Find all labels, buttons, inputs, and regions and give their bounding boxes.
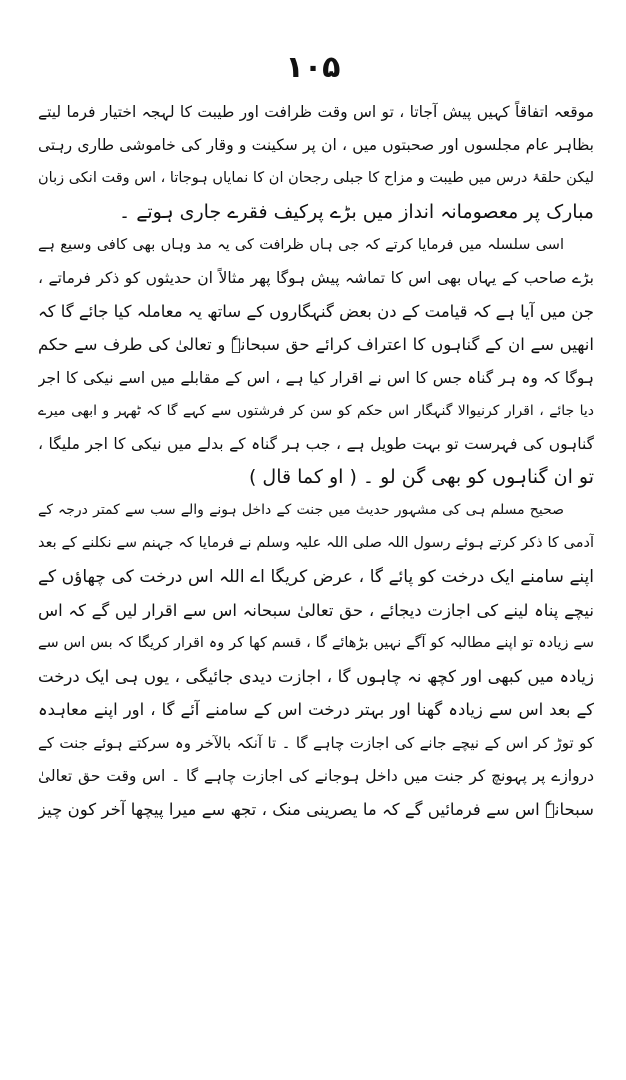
text-line: آدمی کا ذکر کرتے ہوئے رسول اللہ صلی اللہ علیہ وسلم نے فرمایا کہ جہنم سے نکلنے کے بعد [38,535,594,552]
text-line: نیچے پناہ لینے کی اجازت دیجائے ، حق تعالیٰ سبحانہ اس سے اقرار لیں گے کہ اس [38,600,594,620]
text-line: کے بعد اس سے زیادہ گھنا اور بہتر درخت اس کے سامنے آئے گا ، اور اپنے معاہدہ [38,700,594,720]
text-line: بڑے صاحب کے یہاں بھی اس کا تماشہ پیش ہوگا پھر مثالاً ان حدیثوں کو ذکر فرماتے ، [38,268,594,287]
text-line: زیادہ میں کبھی اور کچھ نہ چاہوں گا ، اجازت دیدی جائیگی ، یوں ہی ایک درخت [38,667,594,687]
text-line: ہوگا کہ وہ ہر گناہ جس کا اس نے اقرار کیا ہے ، اس کے مقابلے میں اسے نیکی کا اجر [38,368,594,387]
text-line: اپنے سامنے ایک درخت کو پائے گا ، عرض کریگا اے اللہ اس درخت کی چھاؤں کے [38,566,594,587]
text-line: موقعہ اتفاقاً کہیں پیش آجاتا ، تو اس وقت ظرافت اور طیبت کا لہجہ اختیار فرما لیتے [38,103,594,121]
text-line: لیکن حلقۂ درس میں طیبت و مزاح کا جبلی رجحان ان کا نمایاں ہوجاتا ، اس وقت انکی زبان [38,170,594,187]
text-line: کو توڑ کر اس کے نیچے جانے کی اجازت چاہے گا ۔ تا آنکہ بالآخر وہ سرکتے ہوئے جنت کے [38,733,594,752]
text-line: جن میں آیا ہے کہ قیامت کے دن بعض گنہگاروں کے ساتھ یہ معاملہ کیا جائے گا کہ [38,302,594,322]
text-line: دیا جائے ، اقرار کرنیوالا گنہگار اس حکم کو سن کر فرشتوں سے کہے گا کہ ٹھہر و ابھی میرے [38,402,594,419]
text-line: سے زیادہ تو اپنے مطالبہ کو آگے نہیں بڑھائے گا ، قسم کھا کر وہ اقرار کریگا کہ بس اس سے [38,635,594,651]
text-line: دروازے پر پہونچ کر جنت میں داخل ہوجانے کی اجازت چاہے گا ۔ اس وقت حق تعالیٰ [38,766,594,785]
page-number: ۱۰۵ [285,50,341,85]
text-line: سبحانہٗ اس سے فرمائیں گے کہ ما یصرینی منک ، تجھ سے میرا پیچھا آخر کون چیز [38,799,594,819]
body-text [38,96,594,826]
text-line: انھیں سے ان کے گناہوں کا اعتراف کرائے حق سبحانہٗ و تعالیٰ کی طرف سے حکم [38,335,594,355]
text-line: تو ان گناہوں کو بھی گن لو ۔ ( او کما قال ) [248,466,594,489]
text-line: بظاہر عام مجلسوں اور صحبتوں میں ، ان پر سکینت و وقار کی خاموشی طاری رہتی [38,136,594,155]
text-line: صحیح مسلم ہی کی مشہور حدیث میں جنت کے داخل ہونے والے سب سے کمتر درجہ کے [38,502,564,519]
text-line: مبارک پر معصومانہ انداز میں بڑے پرکیف فقرے جاری ہوتے ۔ [119,200,594,223]
text-line: گناہوں کی فہرست تو بہت طویل ہے ، جب ہر گناہ کے بدلے میں نیکی کا اجر ملیگا ، [38,434,594,453]
text-line: اسی سلسلہ میں فرمایا کرتے کہ جی ہاں ظرافت کی یہ مد وہاں بھی کافی وسیع ہے [38,236,564,253]
